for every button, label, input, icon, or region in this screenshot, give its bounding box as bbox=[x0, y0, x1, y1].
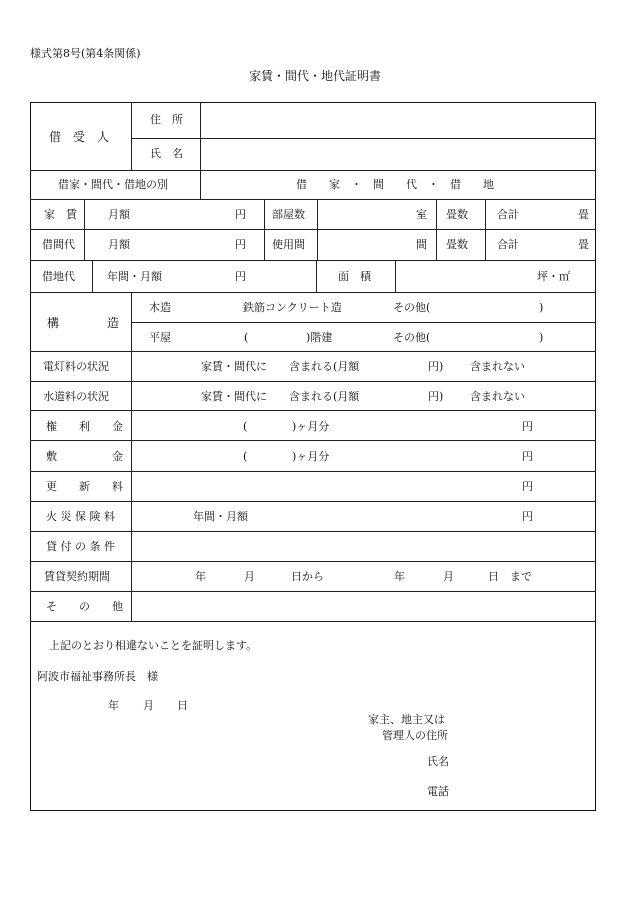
tatami-label: 畳数 bbox=[446, 208, 468, 221]
name-field[interactable] bbox=[202, 140, 594, 169]
page-title: 家賃・間代・地代証明書 bbox=[249, 69, 382, 83]
total-label: 合計 bbox=[497, 208, 519, 221]
name-label: 氏 名 bbox=[150, 147, 183, 160]
kind-options[interactable]: 借 家 ・ 間 代 ・ 借 地 bbox=[296, 178, 494, 191]
conditions-label: 貸 付 の 条 件 bbox=[46, 540, 115, 553]
renewal-label: 更 新 料 bbox=[46, 480, 123, 493]
other-label: そ の 他 bbox=[46, 600, 123, 613]
form-number: 様式第8号(第4条関係) bbox=[30, 47, 141, 60]
date-month: 月 bbox=[143, 699, 154, 712]
key-money-open: ( bbox=[243, 420, 248, 433]
land-rent-yen: 円 bbox=[235, 270, 246, 283]
room-rent-monthly: 月額 bbox=[108, 238, 130, 251]
certification-text: 上記のとおり相違ないことを証明します。 bbox=[49, 639, 258, 652]
key-money-yen: 円 bbox=[522, 420, 533, 433]
electric-label: 電灯料の状況 bbox=[43, 360, 109, 373]
kind-label: 借家・間代・借地の別 bbox=[58, 178, 168, 191]
landlord-label-2: 管理人の住所 bbox=[382, 729, 448, 742]
electric-yen: 円) bbox=[428, 360, 444, 373]
room-rent-label: 借間代 bbox=[42, 238, 75, 251]
area-label: 面 積 bbox=[338, 270, 371, 283]
deposit-open: ( bbox=[243, 450, 248, 463]
contract-from: 日から bbox=[291, 570, 324, 583]
land-rent-period: 年間・月額 bbox=[107, 270, 162, 283]
insurance-period: 年間・月額 bbox=[193, 510, 248, 523]
room-tatami-label: 畳数 bbox=[446, 238, 468, 251]
structure-rc[interactable]: 鉄筋コンクリート造 bbox=[243, 301, 342, 314]
deposit-yen: 円 bbox=[522, 450, 533, 463]
structure-flat[interactable]: 平屋 bbox=[149, 331, 171, 344]
used-rooms-unit: 間 bbox=[416, 238, 427, 251]
area-unit: 坪・㎡ bbox=[537, 270, 570, 283]
address-label: 住 所 bbox=[150, 113, 183, 126]
room-rent-yen: 円 bbox=[235, 238, 246, 251]
water-yen: 円) bbox=[428, 390, 444, 403]
insurance-yen: 円 bbox=[522, 510, 533, 523]
date-day: 日 bbox=[177, 699, 188, 712]
structure-other-close: ) bbox=[539, 301, 544, 314]
addressee: 阿波市福祉事務所長 様 bbox=[37, 670, 158, 683]
rooms-label: 部屋数 bbox=[272, 208, 305, 221]
structure-other-2-close: ) bbox=[539, 331, 544, 344]
contract-month-from: 月 bbox=[244, 570, 255, 583]
date-year: 年 bbox=[108, 699, 119, 712]
insurance-label: 火 災 保 険 料 bbox=[46, 510, 115, 523]
water-included[interactable]: 家賃・間代に 含まれる(月額 bbox=[201, 390, 360, 403]
conditions-field[interactable] bbox=[133, 533, 594, 560]
key-money-months: )ヶ月分 bbox=[292, 420, 330, 433]
landlord-name-label: 氏名 bbox=[427, 755, 449, 768]
structure-label: 構 造 bbox=[47, 316, 120, 330]
key-money-label: 権 利 金 bbox=[46, 420, 123, 433]
structure-other[interactable]: その他( bbox=[393, 301, 431, 314]
house-rent-label: 家 賃 bbox=[44, 208, 77, 221]
room-total-label: 合計 bbox=[497, 238, 519, 251]
floors-open: ( bbox=[244, 331, 249, 344]
rooms-unit: 室 bbox=[416, 208, 427, 221]
contract-year-from: 年 bbox=[195, 570, 206, 583]
used-rooms-label: 使用間 bbox=[272, 238, 305, 251]
address-field[interactable] bbox=[202, 104, 594, 137]
renewal-yen: 円 bbox=[522, 480, 533, 493]
water-not-included[interactable]: 含まれない bbox=[470, 390, 525, 403]
electric-not-included[interactable]: 含まれない bbox=[470, 360, 525, 373]
water-label: 水道料の状況 bbox=[43, 390, 109, 403]
house-rent-monthly: 月額 bbox=[108, 208, 130, 221]
house-rent-yen: 円 bbox=[235, 208, 246, 221]
contract-year-to: 年 bbox=[394, 570, 405, 583]
tatami-unit: 畳 bbox=[578, 208, 589, 221]
contract-label: 賃貸契約期間 bbox=[44, 570, 110, 583]
floors-label[interactable]: )階建 bbox=[306, 331, 333, 344]
deposit-label: 敷 金 bbox=[46, 450, 123, 463]
room-tatami-unit: 畳 bbox=[578, 238, 589, 251]
landlord-phone-label: 電話 bbox=[427, 785, 449, 798]
land-rent-label: 借地代 bbox=[42, 270, 75, 283]
other-field[interactable] bbox=[133, 593, 594, 620]
electric-included[interactable]: 家賃・間代に 含まれる(月額 bbox=[201, 360, 360, 373]
contract-month-to: 月 bbox=[443, 570, 454, 583]
deposit-months: )ヶ月分 bbox=[292, 450, 330, 463]
contract-until: 日 まで bbox=[488, 570, 532, 583]
structure-wood[interactable]: 木造 bbox=[149, 301, 171, 314]
borrower-label: 借 受 人 bbox=[49, 130, 110, 144]
landlord-label-1: 家主、地主又は bbox=[368, 713, 445, 726]
structure-other-2[interactable]: その他( bbox=[393, 331, 431, 344]
